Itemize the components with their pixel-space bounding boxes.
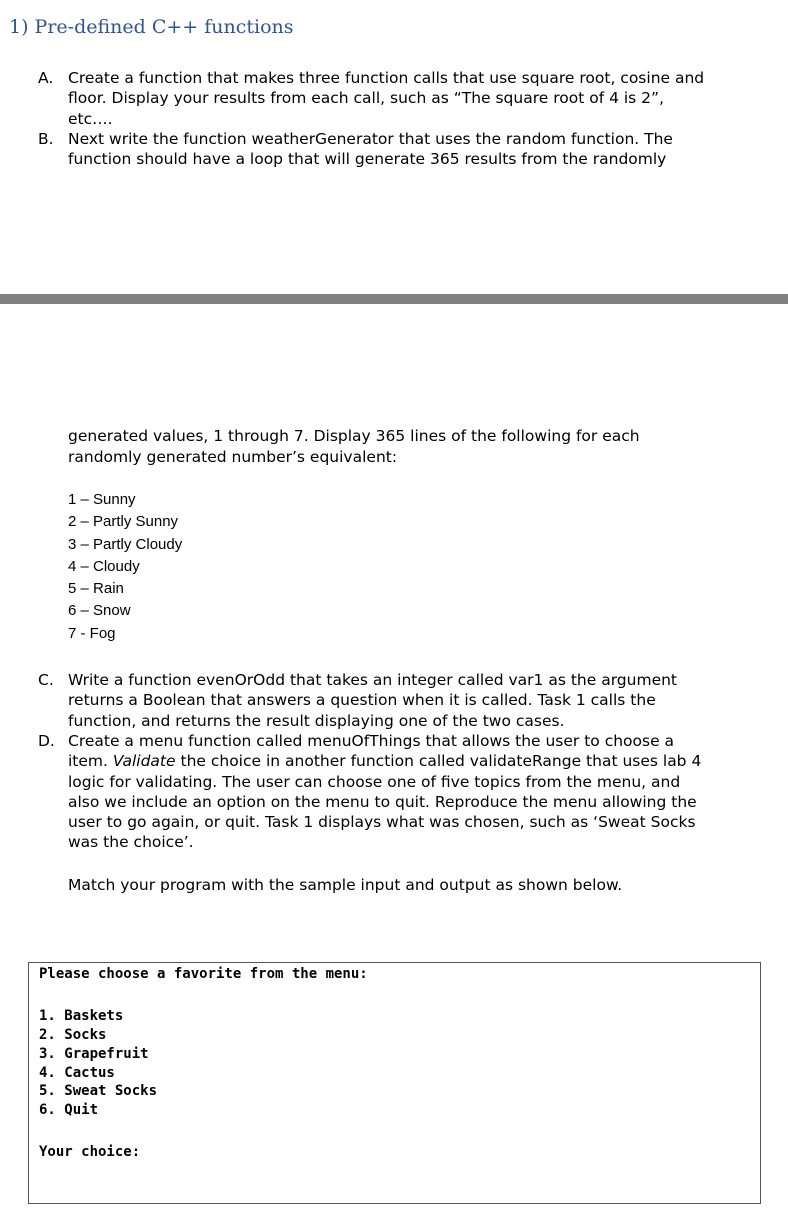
weather-option: 6 – Snow [68,602,131,620]
list-item-text [68,68,704,129]
page-break-divider [0,294,788,304]
console-choice-prompt: Your choice: [39,1144,141,1160]
list-marker: C. [38,671,54,689]
text-line: function, and returns the result displaying one of the two cases. [68,711,565,730]
console-prompt: Please choose a favorite from the menu: [39,966,368,982]
sample-output-box [28,962,761,1204]
weather-option: 4 – Cloudy [68,557,140,575]
text-span: item. [68,752,113,771]
weather-option: 2 – Partly Sunny [68,513,179,531]
console-menu-option: 6. Quit [39,1102,99,1118]
text-line: was the choice’. [68,833,194,852]
match-instruction: Match your program with the sample input and output as shown below. [68,876,623,894]
console-menu-option: 5. Sweat Socks [39,1083,158,1099]
weather-option: 5 – Rain [68,580,124,598]
text-line: randomly generated number’s equivalent: [68,447,398,466]
text-line: Write a function evenOrOdd that takes an integer called var1 as the argument [68,671,678,689]
text-line: Next write the function weatherGenerator that uses the random function. The [68,130,673,148]
text-line [68,751,701,771]
list-item-d [38,731,783,855]
console-menu-option: 3. Grapefruit [39,1046,149,1062]
emphasis-validate: Validate [112,752,176,771]
console-menu-option: 1. Baskets [39,1008,124,1024]
weather-option: 1 – Sunny [68,491,136,508]
list-item-b [38,129,778,171]
text-span: the choice in another function called validateRange that uses lab 4 [175,752,702,771]
text-line: returns a Boolean that answers a question when it is called. Task 1 calls the [68,691,656,710]
console-menu-option: 4. Cactus [39,1065,115,1081]
list-marker: A. [38,69,54,87]
list-marker: D. [38,732,55,750]
weather-option: 3 – Partly Cloudy [68,535,183,553]
text-line: Create a function that makes three function calls that use square root, cosine and [68,69,705,87]
text-line: user to go again, or quit. Task 1 displays what was chosen, such as ‘Sweat Socks [68,813,696,832]
text-line: floor. Display your results from each call, such as “The square root of 4 is 2”, [68,89,664,108]
weather-option: 7 - Fog [68,624,116,642]
console-menu-option: 2. Socks [39,1027,107,1043]
text-line: Create a menu function called menuOfThings that allows the user to choose a [68,732,675,750]
text-line: function should have a loop that will generate 365 results from the randomly [68,150,667,169]
item-b-continued [68,426,640,467]
text-line: logic for validating. The user can choose one of five topics from the menu, and [68,772,681,791]
list-item-c [38,670,778,732]
list-item-text [68,129,673,170]
weather-list [68,489,182,645]
text-line: generated values, 1 through 7. Display 365 lines of the following for each [68,427,640,445]
list-item-a [38,68,778,130]
text-line: also we include an option on the menu to quit. Reproduce the menu allowing the [68,792,697,811]
list-item-text [68,731,701,853]
text-line: etc…. [68,109,113,128]
section-heading: 1) Pre-defined C++ functions [9,16,294,38]
list-item-text [68,670,677,731]
list-marker: B. [38,130,54,148]
